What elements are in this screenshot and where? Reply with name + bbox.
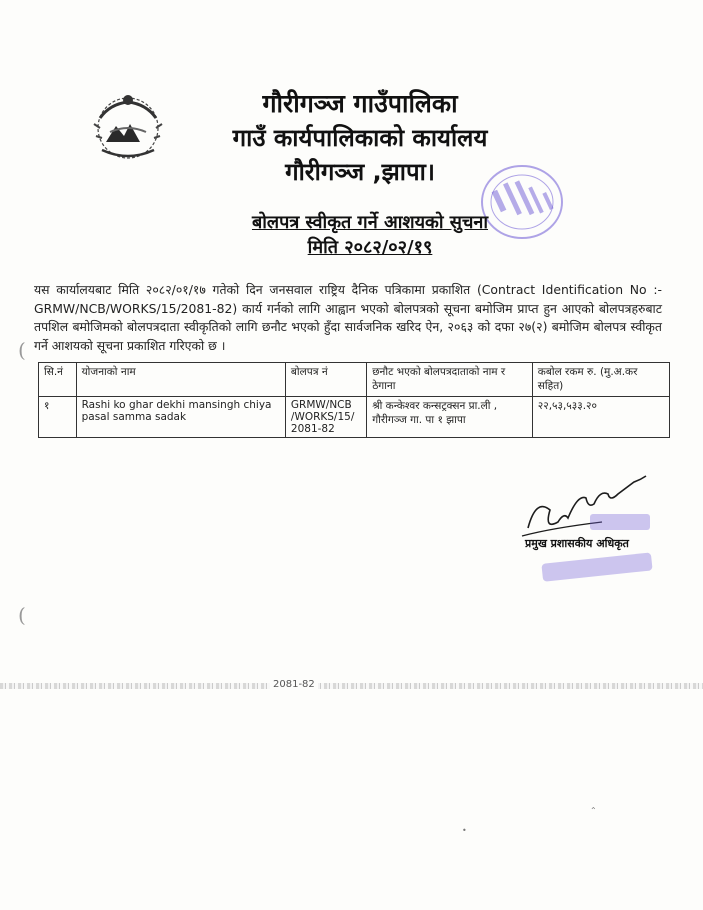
cell-bid-number: GRMW/NCB /WORKS/15/ 2081-82 — [285, 397, 366, 438]
notice-date: मिति २०८२/०२/१९ — [307, 237, 433, 258]
office-location: गौरीगञ्ज ,झापा। — [285, 158, 435, 186]
header-bidder: छनौट भएको बोलपत्रदाताको नाम र ठेगाना — [367, 363, 533, 397]
notice-title: बोलपत्र स्वीकृत गर्ने आशयको सुचना — [251, 212, 489, 233]
selected-bidder-table — [38, 362, 670, 438]
header-amount: कबोल रकम रु. (मु.अ.कर सहित) — [532, 363, 669, 397]
scan-artifact — [0, 683, 703, 689]
scan-speck: ⌃ — [590, 806, 597, 815]
table-header-row — [39, 363, 670, 397]
header-bid-number: बोलपत्र नं — [285, 363, 366, 397]
cell-serial: १ — [39, 397, 77, 438]
notice-body: यस कार्यालयबाट मिति २०८२/०१/१७ गतेको दिन जनसवाल राष्ट्रिय दैनिक पत्रिकामा प्रकाशित (Contract Identification No :- GRMW/NCB/WORKS/15/2081-82) कार्य गर्नको लागि आह्वान भएको बोलपत्रको सूचना बमोजिम प्राप्त हुन आएको बोलपत्रहरुबाट तपशिल बमोजिमको बोलपत्रदाता स्वीकृतिको लागि छनौट भएको हुँदा सार्वजनिक खरिद ऐन, २०६३ को दफा २७(२) बमोजिम बोलपत्र स्वीकृत गर्ने आशयको सूचना प्रकाशित गरिएको छ । — [34, 282, 662, 353]
office-name: गौरीगञ्ज गाउँपालिका — [262, 89, 458, 118]
margin-mark: ( — [18, 603, 26, 627]
cell-amount: २२,५३,५३३.२० — [532, 397, 669, 438]
margin-mark: ( — [18, 338, 26, 362]
scan-speck: • — [462, 826, 467, 835]
footer-reference: 2081-82 — [270, 679, 318, 690]
signatory-title: प्रमुख प्रशासकीय अधिकृत — [525, 537, 629, 550]
header-serial: सि.नं — [39, 363, 77, 397]
cell-bidder: श्री कन्केश्वर कन्सट्रक्सन प्रा.ली , गौरीगञ्ज गा. पा १ झापा — [367, 397, 533, 438]
table-row — [39, 397, 670, 438]
header-project-name: योजनाको नाम — [76, 363, 285, 397]
cell-project-name: Rashi ko ghar dekhi mansingh chiya pasal samma sadak — [76, 397, 285, 438]
office-subtitle: गाउँ कार्यपालिकाको कार्यालय — [232, 124, 488, 152]
